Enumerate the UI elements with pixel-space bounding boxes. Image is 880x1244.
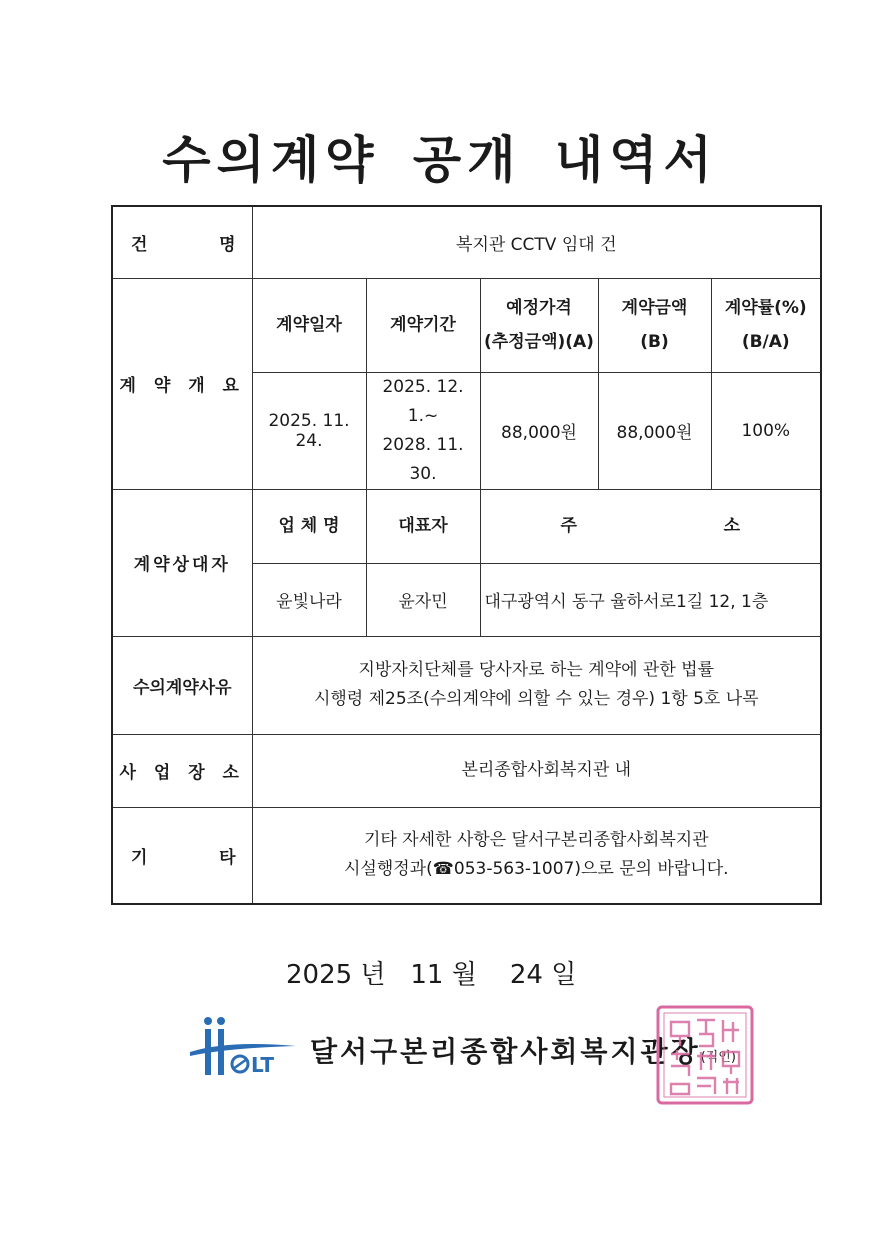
- header-address: 주 소: [480, 489, 821, 563]
- etc-row: [112, 807, 821, 904]
- header-contract-period: 계약기간: [366, 278, 480, 372]
- header-representative: 대표자: [366, 489, 480, 563]
- case-name-row: [112, 206, 821, 278]
- contract-table: [111, 205, 822, 905]
- reason-label: 수의계약사유: [112, 636, 252, 734]
- seal-note: (직인): [700, 1050, 736, 1065]
- page-title: 수의계약 공개 내역서: [162, 131, 718, 189]
- header-contract-date: 계약일자: [252, 278, 366, 372]
- header-contract-rate: 계약률(%) (B/A): [711, 278, 821, 372]
- organization-name: 달서구본리종합사회복지관장: [310, 1035, 701, 1068]
- reason-row: [112, 636, 821, 734]
- contract-rate-value: 100%: [711, 372, 821, 489]
- welfare-center-logo: [188, 1012, 298, 1080]
- location-value: 본리종합사회복지관 내: [252, 734, 821, 807]
- case-name-label: 건 명: [112, 206, 252, 278]
- svg-text:LT: LT: [251, 1053, 275, 1077]
- address-value: 대구광역시 동구 율하서로1길 12, 1층: [480, 563, 821, 636]
- location-label: 사 업 장 소: [112, 734, 252, 807]
- header-contract-amount: 계약금액 (B): [598, 278, 711, 372]
- case-name-value: 복지관 CCTV 임대 건: [252, 206, 821, 278]
- issue-date: 2025 년 11 월 24 일: [286, 960, 577, 990]
- official-seal: [655, 1004, 755, 1106]
- header-estimated-price: 예정가격 (추정금액)(A): [480, 278, 598, 372]
- header-company: 업 체 명: [252, 489, 366, 563]
- counterparty-header-row: [112, 489, 821, 563]
- company-value: 윤빛나라: [252, 563, 366, 636]
- estimated-price-value: 88,000원: [480, 372, 598, 489]
- counterparty-label: 계약상대자: [112, 489, 252, 636]
- etc-value: 기타 자세한 사항은 달서구본리종합사회복지관 시설행정과(☎053-563-1007)으로 문의 바랍니다.: [252, 807, 821, 904]
- etc-label: 기 타: [112, 807, 252, 904]
- contract-amount-value: 88,000원: [598, 372, 711, 489]
- overview-label: 계 약 개 요: [112, 278, 252, 489]
- contract-period-value: 2025. 12. 1.~ 2028. 11. 30.: [366, 372, 480, 489]
- contract-date-value: 2025. 11. 24.: [252, 372, 366, 489]
- overview-header-row: [112, 278, 821, 372]
- reason-value: 지방자치단체를 당사자로 하는 계약에 관한 법률 시행령 제25조(수의계약에 의할 수 있는 경우) 1항 5호 나목: [252, 636, 821, 734]
- representative-value: 윤자민: [366, 563, 480, 636]
- location-row: [112, 734, 821, 807]
